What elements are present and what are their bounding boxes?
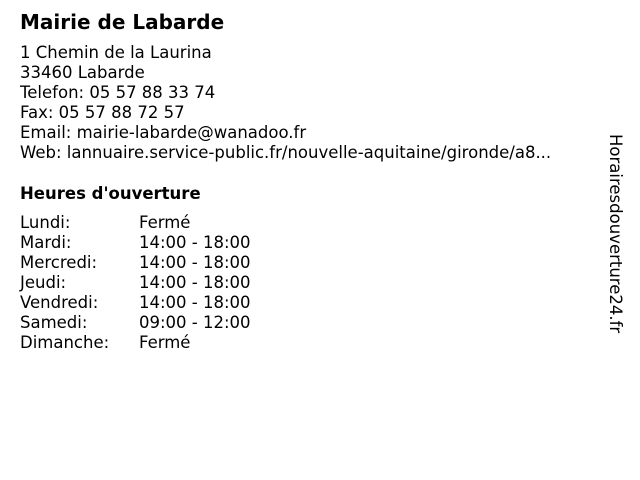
site-watermark: Horairesdouverture24.fr [606,134,625,334]
email-line: Email: mairie-labarde@wanadoo.fr [20,123,307,142]
day-label: Mardi: [20,233,72,252]
phone-line: Telefon: 05 57 88 33 74 [20,83,216,102]
web-line: Web: lannuaire.service-public.fr/nouvelle-aquitaine/gironde/a8... [20,143,552,162]
contact-block [20,43,551,163]
day-hours: 14:00 - 18:00 [139,273,251,292]
day-label: Vendredi: [20,293,99,312]
day-label: Dimanche: [20,333,110,352]
day-label: Lundi: [20,213,71,232]
fax-line: Fax: 05 57 88 72 57 [20,103,185,122]
day-hours: 14:00 - 18:00 [139,253,251,272]
hours-heading: Heures d'ouverture [20,184,201,203]
day-hours: Fermé [139,213,191,232]
day-label: Samedi: [20,313,88,332]
day-hours: 14:00 - 18:00 [139,293,251,312]
page-title: Mairie de Labarde [20,10,225,34]
address-city: 33460 Labarde [20,63,145,82]
address-street: 1 Chemin de la Laurina [20,43,212,62]
day-hours: 09:00 - 12:00 [139,313,251,332]
day-label: Mercredi: [20,253,98,272]
day-hours: Fermé [139,333,191,352]
day-hours: 14:00 - 18:00 [139,233,251,252]
day-label: Jeudi: [20,273,67,292]
